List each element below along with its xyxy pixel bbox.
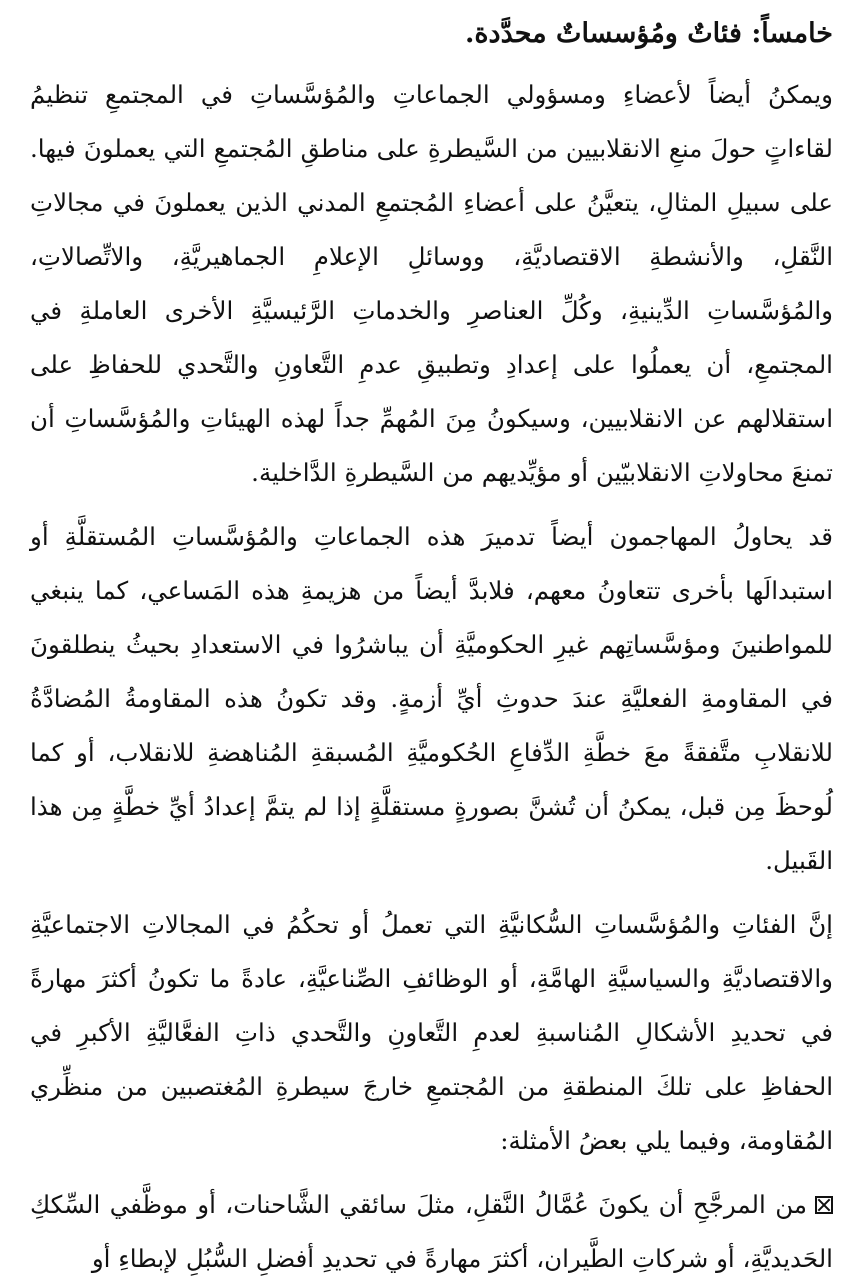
section-heading: خامساً: فئاتٌ ومُؤسساتٌ محدَّدة. <box>465 18 833 49</box>
boxed-x-icon <box>815 1196 833 1214</box>
bullet-item <box>30 1178 833 1286</box>
paragraph-3: إنَّ الفئاتِ والمُؤسَّساتِ السُّكانيَّةِ التي تعملُ أو تحكُمُ في المجالاتِ الاجتماعيَّةِ والاقتصاديَّةِ والسياسيَّةِ الهامَّةِ، أو الوظائفِ الصِّناعيَّةِ، عادةً ما تكونُ أكثرَ مهارةً في تحديدِ الأشكالِ المُناسبةِ لعدمِ التَّعاونِ والتَّحدي ذاتِ الفعَّاليَّةِ الأكبرِ في الحفاظِ على تلكَ المنطقةِ من المُجتمعِ خارجَ سيطرةِ المُغتصبين من منظِّري المُقاومة، وفيما يلي بعضُ الأمثلة: <box>30 910 833 1155</box>
paragraph-2: قد يحاولُ المهاجمون أيضاً تدميرَ هذه الجماعاتِ والمُؤسَّساتِ المُستقلَّةِ أو استبدالَها بأخرى تتعاونُ معهم، فلابدَّ أيضاً من هزيمةِ هذه المَساعي، كما ينبغي للمواطنينَ ومؤسَّساتِهم غيرِ الحكوميَّةِ أن يباشرُوا في الاستعدادِ بحيثُ ينطلقونَ في المقاومةِ الفعليَّةِ عندَ حدوثِ أيِّ أزمةٍ. وقد تكونُ هذه المقاومةُ المُضادَّةُ للانقلابِ متَّفقةً معَ خطَّةِ الدِّفاعِ الحُكوميَّةِ المُسبقةِ المُناهضةِ للانقلاب، أو كما لُوحظَ مِن قبل، يمكنُ أن تُشنَّ بصورةٍ مستقلَّةٍ إذا لم يتمَّ إعدادُ أيِّ خطَّةٍ مِن هذا القَبيل. <box>30 522 833 875</box>
bullet-item-text: من المرجَّحِ أن يكونَ عُمَّالُ النَّقلِ، مثلَ سائقي الشَّاحنات، أو موظَّفي السِّككِ الحَديديَّةِ، أو شركاتِ الطَّيران، أكثرَ مهارةً في تحديدِ أفضلِ السُّبُلِ لإبطاءِ أو <box>30 1190 833 1273</box>
document-page <box>30 14 833 1286</box>
paragraph-1: ويمكنُ أيضاً لأعضاءِ ومسؤولي الجماعاتِ والمُؤسَّساتِ في المجتمعِ تنظيمُ لقاءاتٍ حولَ منعِ الانقلابيين من السَّيطرةِ على مناطقِ المُجتمعِ التي يعملونَ فيها. على سبيلِ المثالِ، يتعيَّنُ على أعضاءِ المُجتمعِ المدني الذين يعملونَ في مجالاتِ النَّقلِ، والأنشطةِ الاقتصاديَّةِ، ووسائلِ الإعلامِ الجماهيريَّةِ، والاتِّصالاتِ، والمُؤسَّساتِ الدِّينيةِ، وكُلِّ العناصرِ والخدماتِ الرَّئيسيَّةِ الأخرى العاملةِ في المجتمعِ، أن يعملُوا على إعدادِ وتطبيقِ عدمِ التَّعاونِ والتَّحدي للحفاظِ على استقلالهم عن الانقلابيين، وسيكونُ مِنَ المُهمِّ جداً لهذه الهيئاتِ والمُؤسَّساتِ أن تمنعَ محاولاتِ الانقلابيّين أو مؤيِّديهم من السَّيطرةِ الدَّاخلية. <box>30 80 833 487</box>
